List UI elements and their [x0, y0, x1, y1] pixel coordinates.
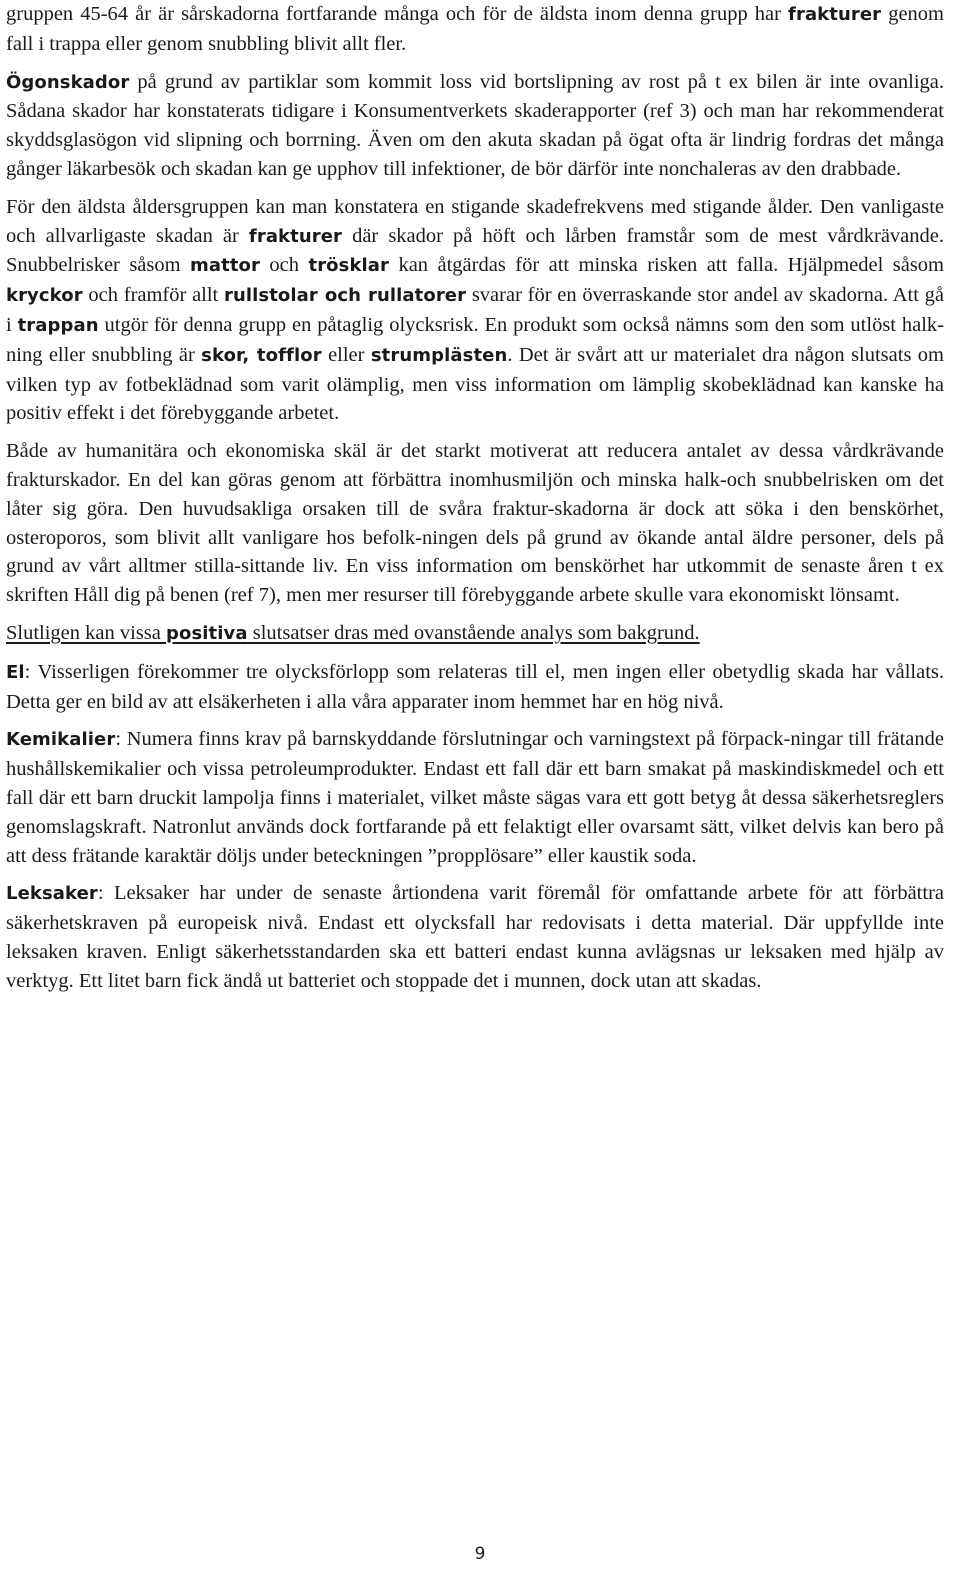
text-run: : Visserligen förekommer tre olycksförlopp som relateras till el, men ingen eller obetydlig skada har vållats. Detta ger en bild av att elsäkerheten i alla våra apparater inom hemmet har en hög nivå. — [6, 660, 944, 713]
term-frakturer: frakturer — [248, 225, 343, 247]
term-leksaker: Leksaker — [6, 883, 98, 905]
paragraph-elderly — [6, 193, 944, 428]
paragraph-positive-conclusions — [6, 619, 944, 649]
paragraph-kemikalier — [6, 725, 944, 870]
text-run: på grund av partiklar som kommit loss vid bortslipning av rost på t ex bilen är inte ovanliga. Sådana skador har konstaterats tidigare i Konsumentverkets skaderapporter (ref 3) och man har rekommenderat skyddsglasögon vid slipning och borrning. Även om den akuta skadan på ögat ofta är lindrig fordras det många gånger läkarbesök och skadan kan ge upphov till infektioner, de bör därför inte nonchaleras av den drabbade. — [6, 70, 944, 180]
text-run: svarar för en överraskande stor andel av skadorna. Att gå i — [6, 284, 944, 336]
term-mattor: mattor — [190, 255, 260, 277]
term-strumplasten: strumplästen — [370, 344, 508, 366]
term-kemikalier: Kemikalier — [6, 729, 116, 751]
paragraph-el — [6, 658, 944, 717]
text-run: genom fall i trappa eller genom snubbling blivit allt fler. — [6, 3, 944, 55]
paragraph-fractures-intro — [6, 0, 944, 59]
text-run: utgör för denna grupp en påtaglig olycksrisk. En produkt som också nämns som den som utlöst halk-ning eller snubbling är — [6, 313, 945, 366]
text-run: gruppen 45-64 år är sårskadorna fortfarande många och för de äldsta inom denna grupp har — [6, 3, 789, 25]
text-run: För den äldsta åldersgruppen kan man konstatera en stigande skadefrekvens med stigande ålder. Den vanligaste och allvarligaste skadan är — [6, 195, 944, 247]
text-run: och — [259, 254, 309, 277]
text-run: slutsatser dras med ovanstående analys som bakgrund. — [247, 621, 700, 644]
text-run: Både av humanitära och ekonomiska skäl är det starkt motiverat att reducera antalet av dessa vårdkrävande frakturskador. En del kan göras genom att förbättra inomhusmiljön och minska halk-och snubbelrisken om det låter sig göra. Den huvudsakliga orsaken till de svåra fraktur-skadorna är dock att söka i den benskörhet, osteroporos, som blivit allt vanligare hos befolk-ningen dels på grund av ökande antal äldre personer, dels på grund av vårt alltmer stilla-sittande liv. En viss information om benskörhet har utkommit de senaste åren t ex skriften Håll dig på benen (ref 7), men mer resurser till förebyggande arbete skulle vara ekonomiskt lönsamt. — [6, 440, 944, 607]
term-skor-tofflor: skor, tofflor — [201, 344, 322, 366]
paragraph-leksaker — [6, 879, 944, 995]
paragraph-economics — [6, 437, 944, 610]
paragraph-eye-injuries — [6, 68, 944, 184]
term-rullstolar-rullatorer: rullstolar och rullatorer — [223, 285, 467, 307]
text-run: kan åtgärdas för att minska risken att falla. Hjälpmedel såsom — [389, 254, 944, 277]
term-positiva: positiva — [166, 622, 248, 644]
term-kryckor: kryckor — [6, 285, 83, 307]
term-trosklar: trösklar — [308, 255, 390, 277]
text-run: . Det är svårt att ur materialet dra någon slutsats om vilken typ av fotbeklädnad som varit olämplig, men viss information om lämplig skobeklädnad kan kanske ha positiv effekt i det förebyggande arbetet. — [6, 343, 945, 425]
text-run: Slutligen kan vissa — [6, 621, 167, 644]
text-run: och framför allt — [82, 284, 224, 307]
body-text — [6, 0, 944, 1005]
term-ogonskador: Ögonskador — [6, 71, 130, 93]
term-trappan: trappan — [17, 314, 99, 336]
text-run: : Leksaker har under de senaste årtiondena varit föremål för omfattande arbete för att förbättra säkerhetskraven på europeisk nivå. Endast ett olycksfall har redovisats i detta material. Där uppfyllde inte leksaken kraven. Enligt säkerhetsstandarden ska ett batteri endast kunna avlägsnas ur leksaken med hjälp av verktyg. Ett litet barn fick ändå ut batteriet och stoppade det i munnen, dock utan att skadas. — [6, 882, 944, 992]
text-run: : Numera finns krav på barnskyddande förslutningar och varningstext på förpack-ningar till frätande hushållskemikalier och vissa petroleumprodukter. Endast ett fall där ett barn smakat på maskindiskmedel och ett fall där ett barn druckit lampolja finns i materialet, vilket måste sägas vara ett gott betyg åt dessa säkerhetsreglers genomslagskraft. Natronlut används dock fortfarande på ett felaktigt eller ovarsamt sätt, vilket delvis kan bero på att dess frätande karaktär döljs under beteckningen ”propplösare” eller kaustik soda. — [6, 728, 944, 867]
term-frakturer: frakturer — [788, 4, 882, 25]
page-number: 9 — [474, 1544, 486, 1564]
term-el: El — [6, 661, 25, 683]
text-run: eller — [321, 343, 371, 366]
text-run: där skador på höft och lårben framstår som de mest vårdkrävande. Snubbelrisker såsom — [6, 224, 944, 277]
